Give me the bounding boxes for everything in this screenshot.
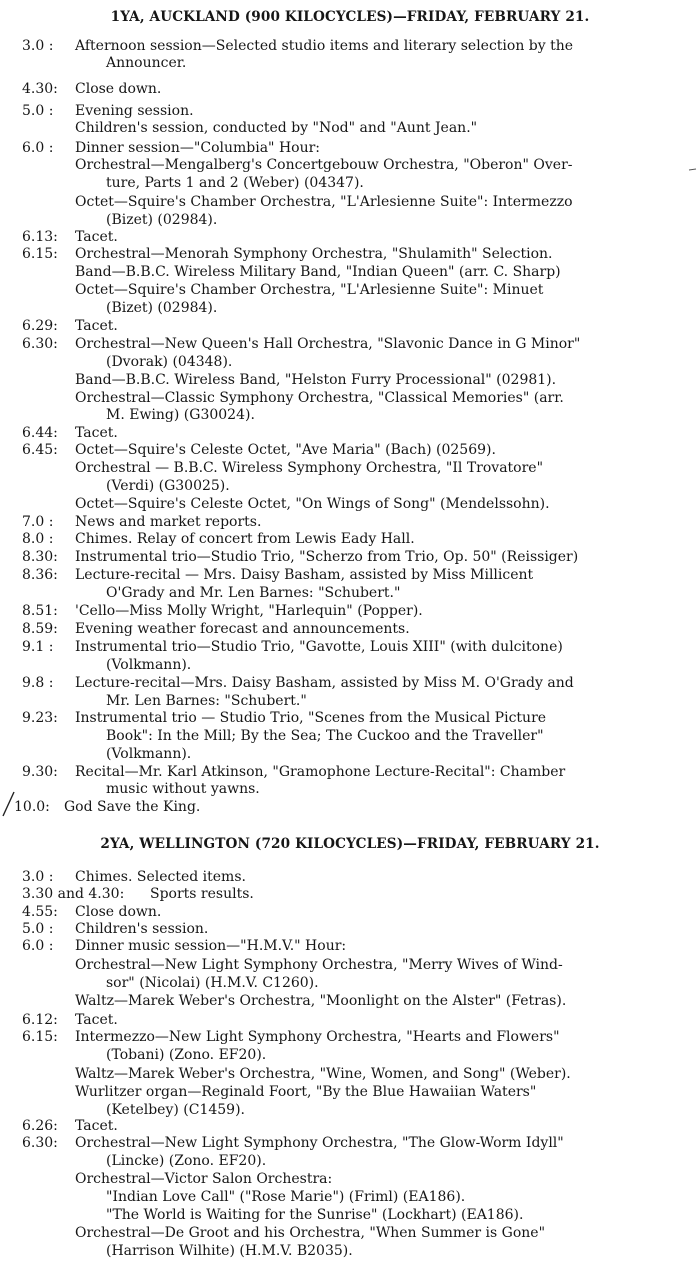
entry-line: Evening weather forecast and announcements. [75,621,410,637]
entry-line: Mr. Len Barnes: "Schubert." [106,693,307,709]
entry-time: 6.0 : [22,140,54,156]
entry-time: 5.0 : [22,103,54,119]
entry-line: Book": In the Mill; By the Sea; The Cuckoo and the Traveller" [106,728,544,744]
entry-time: 8.51: [22,603,58,619]
entry-line: Band—B.B.C. Wireless Band, "Helston Furry Processional" (02981). [75,372,557,388]
entry-line: (Dvorak) (04348). [106,354,233,370]
entry-line: Orchestral—New Light Symphony Orchestra, "The Glow-Worm Idyll" [75,1135,564,1151]
entry-time: 8.36: [22,567,58,583]
entry-time: 8.59: [22,621,58,637]
entry-time: 6.45: [22,442,58,458]
entry-line: Close down. [75,81,162,97]
entry-time: 8.30: [22,549,58,565]
entry-line: "The World is Waiting for the Sunrise" (Lockhart) (EA186). [106,1207,524,1223]
entry-line: News and market reports. [75,514,262,530]
entry-line: Orchestral—Classic Symphony Orchestra, "Classical Memories" (arr. [75,390,564,406]
entry-line: Recital—Mr. Karl Atkinson, "Gramophone Lecture-Recital": Chamber [75,764,566,780]
entry-line: music without yawns. [106,781,260,797]
entry-time: 9.30: [22,764,58,780]
entry-line: sor" (Nicolai) (H.M.V. C1260). [106,975,319,991]
entry-time: 6.26: [22,1118,58,1134]
entry-time: 6.15: [22,246,58,262]
entry-line: Octet—Squire's Celeste Octet, "On Wings of Song" (Mendelssohn). [75,496,550,512]
entry-line: ture, Parts 1 and 2 (Weber) (04347). [106,175,364,191]
entry-line: Instrumental trio—Studio Trio, "Gavotte, Louis XIII" (with dulcitone) [75,639,563,655]
entry-line: (Lincke) (Zono. EF20). [106,1153,267,1169]
entry-time: 6.12: [22,1012,58,1028]
entry-time: 9.23: [22,710,58,726]
entry-time: 6.29: [22,318,58,334]
entry-line: Instrumental trio—Studio Trio, "Scherzo from Trio, Op. 50" (Reissiger) [75,549,579,565]
entry-time: 6.15: [22,1029,58,1045]
entry-line: Lecture-recital—Mrs. Daisy Basham, assisted by Miss M. O'Grady and [75,675,574,691]
entry-time: 3.0 : [22,38,54,54]
entry-line: Sports results. [150,886,254,902]
entry-time: 8.0 : [22,531,54,547]
entry-line: M. Ewing) (G30024). [106,407,255,423]
entry-line: Dinner session—"Columbia" Hour: [75,140,321,156]
entry-line: Orchestral—Menorah Symphony Orchestra, "Shulamith" Selection. [75,246,553,262]
entry-time: 6.0 : [22,938,54,954]
entry-time: 7.0 : [22,514,54,530]
entry-line: Chimes. Selected items. [75,869,246,885]
entry-line: Children's session. [75,921,209,937]
entry-line: (Ketelbey) (C1459). [106,1102,246,1118]
entry-line: Chimes. Relay of concert from Lewis Eady Hall. [75,531,415,547]
entry-line: Dinner music session—"H.M.V." Hour: [75,938,347,954]
entry-line: Evening session. [75,103,194,119]
entry-line: Orchestral—Mengalberg's Concertgebouw Orchestra, "Oberon" Over- [75,157,573,173]
entry-line: Orchestral — B.B.C. Wireless Symphony Orchestra, "Il Trovatore" [75,460,544,476]
entry-line: Tacet. [75,318,118,334]
entry-line: (Volkmann). [106,657,192,673]
entry-line: Instrumental trio — Studio Trio, "Scenes from the Musical Picture [75,710,547,726]
entry-line: (Bizet) (02984). [106,212,218,228]
entry-line: Announcer. [106,55,187,71]
entry-line: Wurlitzer organ—Reginald Foort, "By the Blue Hawaiian Waters" [75,1084,537,1100]
entry-line: Tacet. [75,229,118,245]
entry-time: 10.0: [14,799,50,815]
entry-line: Waltz—Marek Weber's Orchestra, "Moonlight on the Alster" (Fetras). [75,993,567,1009]
entry-time: 6.30: [22,1135,58,1151]
entry-line: 'Cello—Miss Molly Wright, "Harlequin" (Popper). [75,603,423,619]
entry-line: (Harrison Wilhite) (H.M.V. B2035). [106,1243,353,1259]
entry-time: 6.13: [22,229,58,245]
station-heading-1ya: 1YA, AUCKLAND (900 KILOCYCLES)—FRIDAY, FEBRUARY 21. [110,9,590,25]
ink-stroke-mark [0,780,30,820]
entry-line: Lecture-recital — Mrs. Daisy Basham, assisted by Miss Millicent [75,567,534,583]
entry-time: 5.0 : [22,921,54,937]
entry-line: Octet—Squire's Celeste Octet, "Ave Maria" (Bach) (02569). [75,442,496,458]
entry-line: Afternoon session—Selected studio items and literary selection by the [75,38,574,54]
entry-time: 4.55: [22,904,58,920]
entry-line: Orchestral—New Queen's Hall Orchestra, "Slavonic Dance in G Minor" [75,336,581,352]
entry-line: "Indian Love Call" ("Rose Marie") (Friml) (EA186). [106,1189,466,1205]
entry-line: (Tobani) (Zono. EF20). [106,1047,267,1063]
entry-time: 4.30: [22,81,58,97]
entry-line: Octet—Squire's Chamber Orchestra, "L'Arlesienne Suite": Intermezzo [75,194,573,210]
entry-line: (Bizet) (02984). [106,300,218,316]
entry-line: Orchestral—New Light Symphony Orchestra, "Merry Wives of Wind- [75,957,563,973]
entry-line: Orchestral—De Groot and his Orchestra, "When Summer is Gone" [75,1225,546,1241]
entry-line: (Volkmann). [106,746,192,762]
entry-time: 9.8 : [22,675,54,691]
entry-time: 6.44: [22,425,58,441]
entry-line: Intermezzo—New Light Symphony Orchestra, "Hearts and Flowers" [75,1029,560,1045]
entry-line: Orchestral—Victor Salon Orchestra: [75,1171,333,1187]
entry-line: Close down. [75,904,162,920]
entry-time: 6.30: [22,336,58,352]
entry-line: Tacet. [75,1118,118,1134]
entry-line: O'Grady and Mr. Len Barnes: "Schubert." [106,585,401,601]
entry-line: Waltz—Marek Weber's Orchestra, "Wine, Women, and Song" (Weber). [75,1066,571,1082]
entry-line: Children's session, conducted by "Nod" and "Aunt Jean." [75,120,478,136]
entry-line: Tacet. [75,1012,118,1028]
entry-time: 3.0 : [22,869,54,885]
entry-time: 9.1 : [22,639,54,655]
entry-line: (Verdi) (G30025). [106,478,230,494]
entry-time: 3.30 and 4.30: [22,886,125,902]
entry-line: Octet—Squire's Chamber Orchestra, "L'Arlesienne Suite": Minuet [75,282,544,298]
entry-line: God Save the King. [64,799,201,815]
entry-line: Tacet. [75,425,118,441]
entry-line: Band—B.B.C. Wireless Military Band, "Indian Queen" (arr. C. Sharp) [75,264,561,280]
station-heading-2ya: 2YA, WELLINGTON (720 KILOCYCLES)—FRIDAY, FEBRUARY 21. [100,836,600,852]
ink-speck [688,166,698,174]
